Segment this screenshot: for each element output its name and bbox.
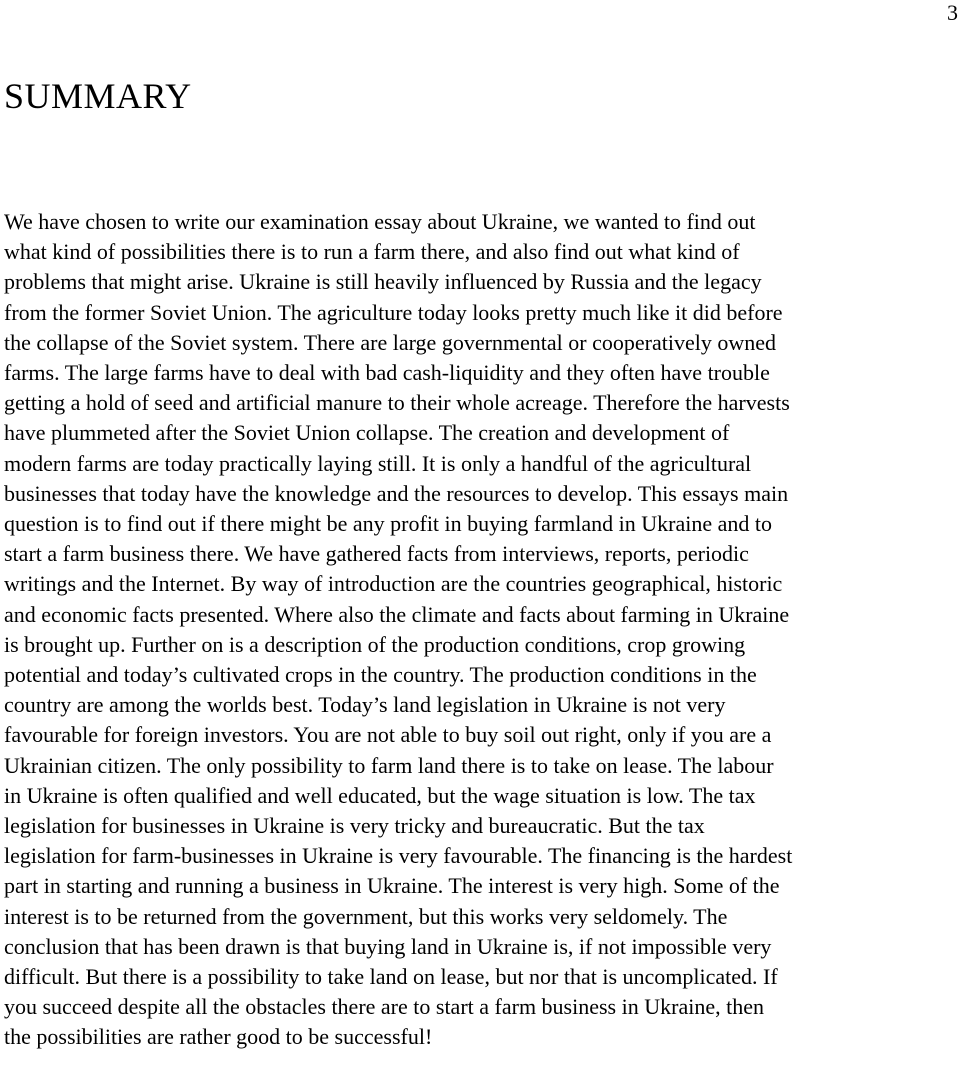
paragraph-line: in Ukraine is often qualified and well educated, but the wage situation is low. The tax bbox=[4, 782, 756, 808]
paragraph-line: country are among the worlds best. Today’s land legislation in Ukraine is not very bbox=[4, 692, 726, 718]
page-number: 3 bbox=[947, 0, 958, 25]
paragraph-line: farms. The large farms have to deal with bad cash-liquidity and they often have trouble bbox=[4, 360, 770, 386]
paragraph-line: businesses that today have the knowledge and the resources to develop. This essays main bbox=[4, 480, 789, 506]
paragraph-line: interest is to be returned from the government, but this works very seldomely. The bbox=[4, 903, 728, 929]
paragraph-line: getting a hold of seed and artificial manure to their whole acreage. Therefore the harvests bbox=[4, 390, 790, 416]
paragraph-line: question is to find out if there might be any profit in buying farmland in Ukraine and to bbox=[4, 511, 773, 537]
paragraph-line: what kind of possibilities there is to run a farm there, and also find out what kind of bbox=[4, 239, 740, 265]
section-heading: SUMMARY bbox=[4, 76, 192, 116]
paragraph-line: difficult. But there is a possibility to take land on lease, but nor that is uncomplicated. If bbox=[4, 964, 778, 990]
paragraph-line: problems that might arise. Ukraine is still heavily influenced by Russia and the legacy bbox=[4, 269, 762, 295]
paragraph-line: start a farm business there. We have gathered facts from interviews, reports, periodic bbox=[4, 541, 749, 567]
paragraph-line: the collapse of the Soviet system. There are large governmental or cooperatively owned bbox=[4, 329, 776, 355]
paragraph-line: Ukrainian citizen. The only possibility to farm land there is to take on lease. The labour bbox=[4, 752, 774, 778]
paragraph-line: modern farms are today practically laying still. It is only a handful of the agricultural bbox=[4, 450, 752, 476]
paragraph-line: conclusion that has been drawn is that buying land in Ukraine is, if not impossible very bbox=[4, 933, 772, 959]
paragraph-line: legislation for farm-businesses in Ukraine is very favourable. The financing is the hardest bbox=[4, 843, 793, 869]
paragraph-line: you succeed despite all the obstacles there are to start a farm business in Ukraine, then bbox=[4, 994, 764, 1020]
paragraph-line: and economic facts presented. Where also the climate and facts about farming in Ukraine bbox=[4, 601, 790, 627]
summary-paragraph bbox=[4, 207, 958, 1053]
paragraph-line: writings and the Internet. By way of introduction are the countries geographical, historic bbox=[4, 571, 783, 597]
paragraph-line: from the former Soviet Union. The agriculture today looks pretty much like it did before bbox=[4, 299, 783, 325]
paragraph-line: the possibilities are rather good to be successful! bbox=[4, 1024, 433, 1050]
paragraph-line: have plummeted after the Soviet Union collapse. The creation and development of bbox=[4, 420, 730, 446]
paragraph-line: We have chosen to write our examination essay about Ukraine, we wanted to find out bbox=[4, 209, 756, 234]
paragraph-line: legislation for businesses in Ukraine is very tricky and bureaucratic. But the tax bbox=[4, 813, 705, 839]
paragraph-line: favourable for foreign investors. You are not able to buy soil out right, only if you are a bbox=[4, 722, 772, 748]
paragraph-line: part in starting and running a business in Ukraine. The interest is very high. Some of the bbox=[4, 873, 780, 899]
paragraph-line: is brought up. Further on is a description of the production conditions, crop growing bbox=[4, 631, 746, 657]
paragraph-line: potential and today’s cultivated crops in the country. The production conditions in the bbox=[4, 662, 757, 688]
